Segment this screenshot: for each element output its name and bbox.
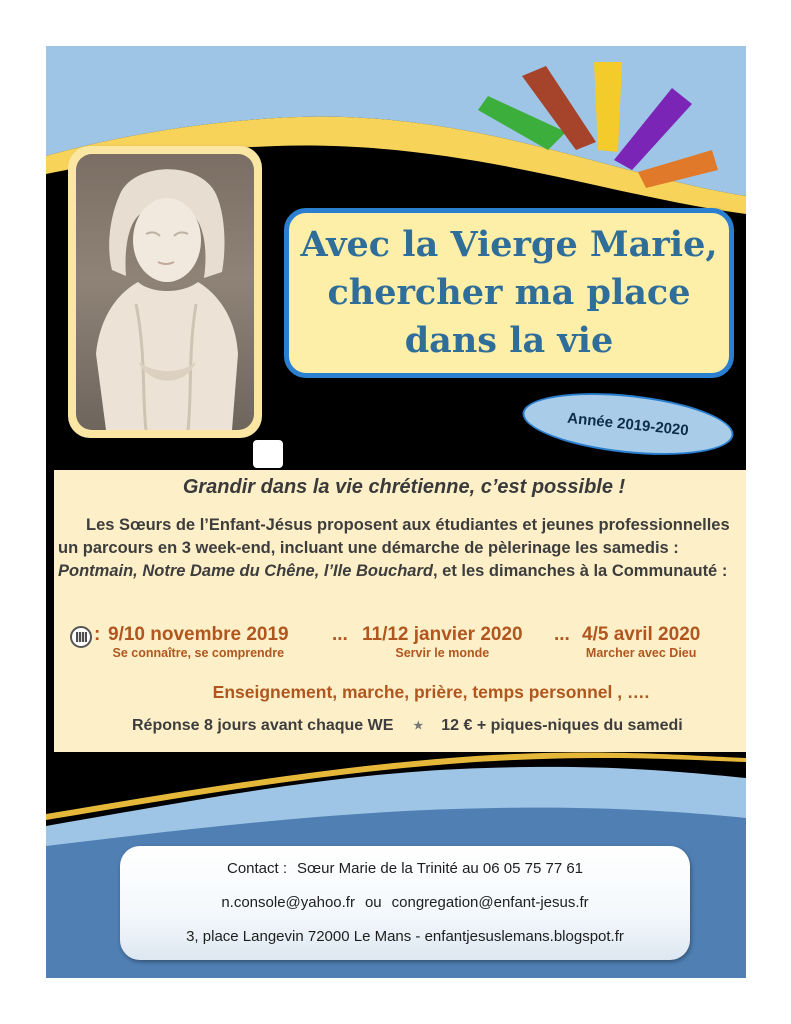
- date-separator-2: ...: [554, 624, 570, 645]
- contact-label: Contact :: [226, 860, 288, 877]
- intro-text-1: Les Sœurs de l’Enfant-Jésus proposent aux étudiantes et jeunes professionnelles un parcours en 3 week-end, incluant une démarche de pèlerinage les samedis :: [58, 516, 730, 557]
- title-line-1: Avec la Vierge Marie,: [300, 224, 718, 265]
- dates-row: [70, 624, 746, 668]
- statue-photo-frame: [68, 146, 262, 438]
- date-2: 11/12 janvier 2020: [362, 624, 523, 645]
- theme-2: Servir le monde: [395, 646, 490, 660]
- title-line-3: dans la vie: [404, 320, 614, 361]
- pilgrimage-places: Pontmain, Notre Dame du Chêne, l’Ile Bouchard: [58, 562, 433, 580]
- tagline: Grandir dans la vie chrétienne, c’est possible !: [182, 476, 626, 498]
- star-icon: ★: [413, 720, 424, 733]
- theme-1: Se connaître, se comprendre: [112, 646, 285, 660]
- intro-paragraph: [58, 514, 734, 583]
- email-link-2[interactable]: congregation@enfant-jesus.fr: [391, 894, 589, 911]
- poster: [46, 46, 746, 978]
- email-link-1[interactable]: n.console@yahoo.fr: [221, 894, 355, 911]
- title-line-2: chercher ma place: [327, 272, 691, 313]
- contact-box: [120, 846, 690, 960]
- calendar-icon: [70, 626, 92, 648]
- date-3: 4/5 avril 2020: [582, 624, 701, 645]
- year-badge: Année 2019-2020: [520, 384, 737, 464]
- date-item-2: [362, 624, 523, 660]
- intro-text-2: , et les dimanches à la Communauté :: [432, 562, 728, 580]
- price: 12 € + piques-niques du samedi: [441, 717, 683, 734]
- or-text: ou: [364, 894, 382, 911]
- response-deadline: Réponse 8 jours avant chaque WE: [132, 717, 394, 734]
- ray-yellow: [594, 62, 622, 152]
- pricing-line: [132, 717, 746, 735]
- contact-line-1: [120, 860, 690, 877]
- date-item-1: [108, 624, 289, 660]
- contact-person: Sœur Marie de la Trinité au 06 05 75 77 61: [297, 860, 584, 877]
- theme-3: Marcher avec Dieu: [585, 646, 697, 660]
- white-square-marker: [253, 440, 283, 468]
- title-box: [284, 208, 734, 378]
- contact-line-2: [120, 894, 690, 911]
- contact-line-3: 3, place Langevin 72000 Le Mans - enfantjesuslemans.blogspot.fr: [186, 928, 624, 945]
- date-separator-1: ...: [332, 624, 348, 645]
- dates-colon: :: [94, 624, 101, 645]
- date-1: 9/10 novembre 2019: [108, 624, 289, 645]
- activities-line: Enseignement, marche, prière, temps personnel , ….: [212, 682, 650, 702]
- virgin-mary-statue-image: [76, 154, 254, 430]
- date-item-3: [582, 624, 700, 660]
- info-panel: [54, 470, 746, 752]
- page-title: [300, 221, 717, 365]
